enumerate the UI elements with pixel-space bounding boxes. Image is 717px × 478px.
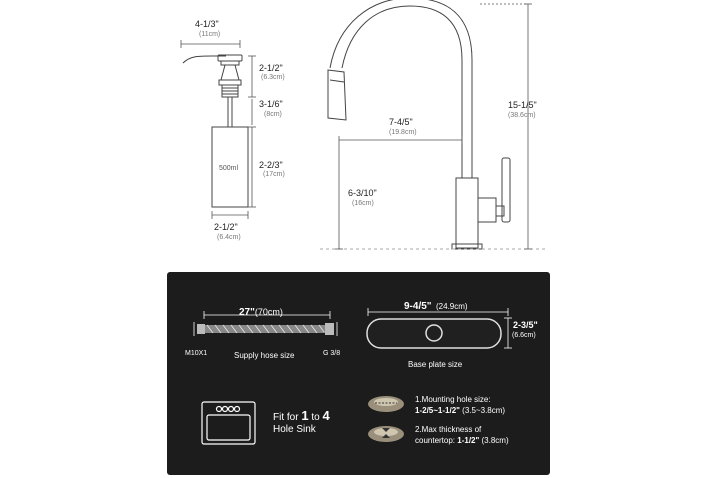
shank-height-label: 3-1/6" [259, 99, 283, 109]
faucet-height-label: 15-1/5" [508, 100, 537, 110]
spout-height-metric: (16cm) [352, 200, 374, 207]
shank-height-metric: (8cm) [264, 111, 282, 118]
bottle-capacity-label: 500ml [219, 165, 239, 172]
faucet-height-metric: (38.6cm) [508, 112, 536, 119]
plate-width-metric: (24.9cm) [436, 302, 468, 311]
faucet-handle-lever [502, 158, 510, 222]
faucet-gooseneck-outer [342, 6, 462, 178]
sink-fit-suffix: Hole Sink [273, 424, 316, 435]
thickness-metric: (3.8cm) [481, 436, 509, 445]
soap-dispenser-drawing [183, 55, 248, 207]
faucet-drawing [320, 0, 545, 249]
spout-height-label: 6-3/10" [348, 188, 377, 198]
mounting-metric: (3.5~3.8cm) [462, 406, 506, 415]
faucet-spray-head [328, 70, 346, 120]
bottle-width-metric: (6.4cm) [217, 234, 241, 241]
mounting-hole-icon [368, 396, 404, 412]
hose-left-fitting [197, 324, 205, 334]
base-plate-hole [426, 325, 442, 341]
mounting-value: 1-2/5~1-1/2" [415, 406, 460, 415]
dispenser-collar [221, 65, 239, 80]
plate-width [404, 297, 468, 313]
sink-fit-mid: to [308, 412, 323, 423]
hose-right-fitting [325, 323, 334, 335]
specs-panel [167, 272, 550, 475]
faucet-body [456, 178, 478, 248]
plate-depth-label: 2-3/5" [513, 320, 538, 330]
hose-length-label: 27" [239, 307, 255, 318]
supply-hose-graphic [194, 322, 337, 336]
faucet-reach-metric: (19.8cm) [389, 129, 417, 136]
dispenser-width-label: 4-1/3" [195, 19, 219, 29]
bottle-width-label: 2-1/2" [214, 222, 238, 232]
dispenser-width-metric: (11cm) [199, 31, 221, 38]
bottle-height-metric: (17cm) [263, 171, 285, 178]
sink-fit-prefix: Fit for [273, 412, 302, 423]
faucet-handle-base [478, 198, 496, 222]
thickness-title: 2.Max thickness of [415, 425, 482, 434]
countertop-thickness-icon [368, 426, 404, 442]
mounting-title: 1.Mounting hole size: [415, 395, 491, 404]
bottle-height-label: 2-2/3" [259, 160, 283, 170]
plate-width-label: 9-4/5" [404, 301, 432, 312]
pump-height-label: 2-1/2" [259, 63, 283, 73]
plate-caption: Base plate size [408, 360, 463, 369]
thickness-value: 1-1/2" [457, 436, 480, 445]
pump-height-metric: (6.3cm) [261, 74, 285, 81]
hose-left-thread: M10X1 [185, 350, 208, 357]
hose-right-thread: G 3/8 [323, 350, 341, 357]
hose-caption: Supply hose size [234, 351, 295, 360]
faucet-gooseneck-inner [330, 0, 472, 178]
hose-length [239, 303, 283, 319]
thickness-prefix: countertop: [415, 436, 458, 445]
sink-fit-min: 1 [301, 408, 309, 423]
thickness-line [415, 437, 509, 445]
faucet-reach-label: 7-4/5" [389, 117, 413, 127]
plate-depth-metric: (6.6cm) [512, 332, 536, 339]
sink-fit-line [273, 409, 330, 423]
dispenser-spout [183, 56, 226, 63]
sink-fit-max: 4 [322, 408, 330, 423]
dispenser-dimension-lines [181, 40, 256, 219]
mounting-line [415, 407, 505, 415]
hose-length-metric: (70cm) [254, 307, 283, 317]
sink-graphic [202, 402, 255, 444]
dispenser-tube [228, 97, 232, 127]
